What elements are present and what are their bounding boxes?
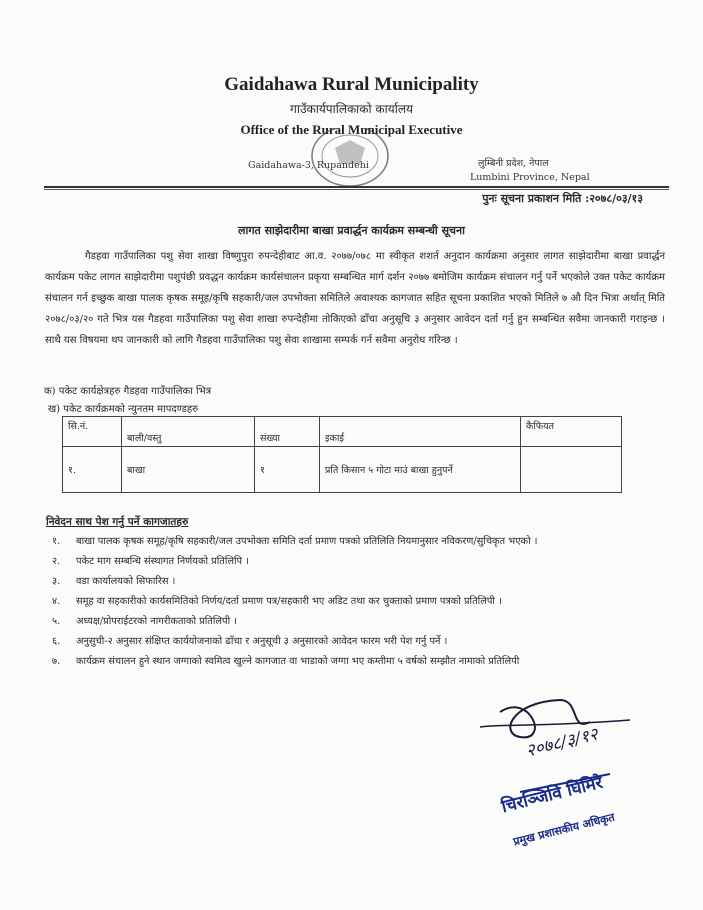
- list-item: ६. अनुसुची-२ अनुसार संक्षिप्त कार्ययोजनाको ढाँचा र अनुसूची ३ अनुसारको आवेदन फारम भरी पेश गर्नु पर्ने ।: [52, 636, 448, 647]
- cell-quantity: १: [255, 447, 320, 493]
- notice-subject: लागत साझेदारीमा बाखा प्रवार्द्धन कार्यक्रम सम्बन्धी सूचना: [238, 224, 465, 237]
- item-a: क) पकेट कार्यक्षेत्रहरु गैडहवा गाउँपालिका भित्र: [44, 386, 212, 397]
- cell-unit: प्रति किसान ५ गोटा माउं बाखा हुनुपर्ने: [320, 447, 521, 493]
- cell-crop: बाखा: [122, 447, 255, 493]
- cell-sn: १.: [63, 447, 122, 493]
- documents-heading: निवेदन साथ पेश गर्नु पर्ने कागजातहरु: [46, 516, 189, 528]
- publication-date: पुनः सूचना प्रकाशन मिति :२०७८/०३/१३: [482, 192, 643, 205]
- list-item: ७. कार्यक्रम संचालन हुने स्थान जग्गाको स्वमित्व खुल्ने कागजात वा भाडाको जग्गा भए कम्तीमा ५ वर्षको सम्झौत नामाको प्रतिलिपी: [52, 656, 520, 667]
- criteria-table: [62, 416, 622, 493]
- header-quantity: संख्या: [255, 417, 320, 447]
- header-unit: इकाई: [320, 417, 521, 447]
- list-item: १. बाखा पालक कृषक समूह/कृषि सहकारी/जल उपभोक्ता समिति दर्ता प्रमाण पत्रको प्रतिलिति नियमानुसार नविकरण/सुचिकृत भएको ।: [52, 536, 538, 547]
- notice-body: गैडहवा गाउँपालिका पशु सेवा शाखा विष्णुपुरा रुपन्देहीबाट आ.व. २०७७/०७८ मा स्वीकृत शशर्त अनुदान कार्यक्रमा अनुसार लागत साझेदारीमा बाखा प्रवार्द्धन कार्यक्रम पकेट लागत साझेदारीमा पशुपंछी प्रवद्धन कार्यक्रम कार्यसंचालन प्रकृया सम्बन्धित मार्ग दर्शन २०७७ बमोजिम कार्यक्रम संचालन गर्नु पर्ने भएकोले उक्त पकेट कार्यक्रम संचालन गर्न इच्छुक बाखा पालक कृषक समूह/कृषि सहकारी/जल उपभोक्ता समितिले अवाश्यक कागजात सहित सूचना प्रकाशित भएको मितिले ७ औ दिन भित्रा अर्थात् मिति २०७८/०३/२० गते भित्र यस गैडहवा गाउँपालिका पशु सेवा शाखा रुपन्देहीमा तोकिएको ढाँचा अनुसूचि ३ अनुसार आवेदन दर्ता गर्नु हुन सम्बन्धित सवैमा जानकारी गराइन्छ । साथै यस विषयमा थप जानकारी को लागि गैडहवा गाउँपालिका पशु सेवा शाखामा सम्पर्क गर्न सवैमा अनुरोध गरिन्छ ।: [45, 251, 665, 346]
- header-rule-thin: [44, 189, 669, 190]
- address-left: Gaidahawa-3, Rupandehi: [248, 160, 369, 171]
- header-remarks: कैफियत: [521, 417, 622, 447]
- header-sn: सि.नं.: [63, 417, 122, 447]
- item-b: ख) पकेट कार्यक्रमको न्युनतम मापदण्डहरु: [48, 404, 199, 415]
- list-item: ४. समूह वा सहकारीको कार्यसमितिको निर्णय/दर्ता प्रमाण पत्र/सहकारी भए अडिट तथा कर चुक्ताको प्रमाण पत्रको प्रतिलिपी ।: [52, 596, 502, 607]
- list-item: ३. वडा कार्यालयको सिफारिस ।: [52, 576, 176, 587]
- header-rule: [44, 186, 669, 188]
- signature-block: [440, 682, 680, 862]
- table-row: [63, 447, 622, 493]
- stamp-title: प्रमुख प्रशासकीय अधिकृत: [511, 810, 616, 849]
- office-seal-icon: [305, 128, 395, 190]
- cell-remarks: [521, 447, 622, 493]
- office-name-nepali: गाउँकार्यपालिकाको कार्यालय: [290, 102, 413, 116]
- province-english: Lumbini Province, Nepal: [470, 172, 590, 183]
- stamp-name: चिरञ्जिवि घिमिरे: [499, 772, 605, 818]
- office-name-english: Office of the Rural Municipal Executive: [240, 122, 463, 137]
- documents-list: [52, 532, 662, 672]
- header-crop: बाली/वस्तु: [122, 417, 255, 447]
- table-header-row: [63, 417, 622, 447]
- list-item: २. पकेट माग सम्बन्धि संस्थागत निर्णयको प्रतिलिपि ।: [52, 556, 249, 567]
- signature-date: २०७८/३/१२: [524, 724, 601, 762]
- province-nepali: लुम्बिनी प्रदेश, नेपाल: [478, 158, 549, 169]
- list-item: ५. अध्यक्ष/प्रोपराईटरको नागरीकताको प्रतिलिपी ।: [52, 616, 237, 627]
- municipality-name: Gaidahawa Rural Municipality: [224, 74, 479, 95]
